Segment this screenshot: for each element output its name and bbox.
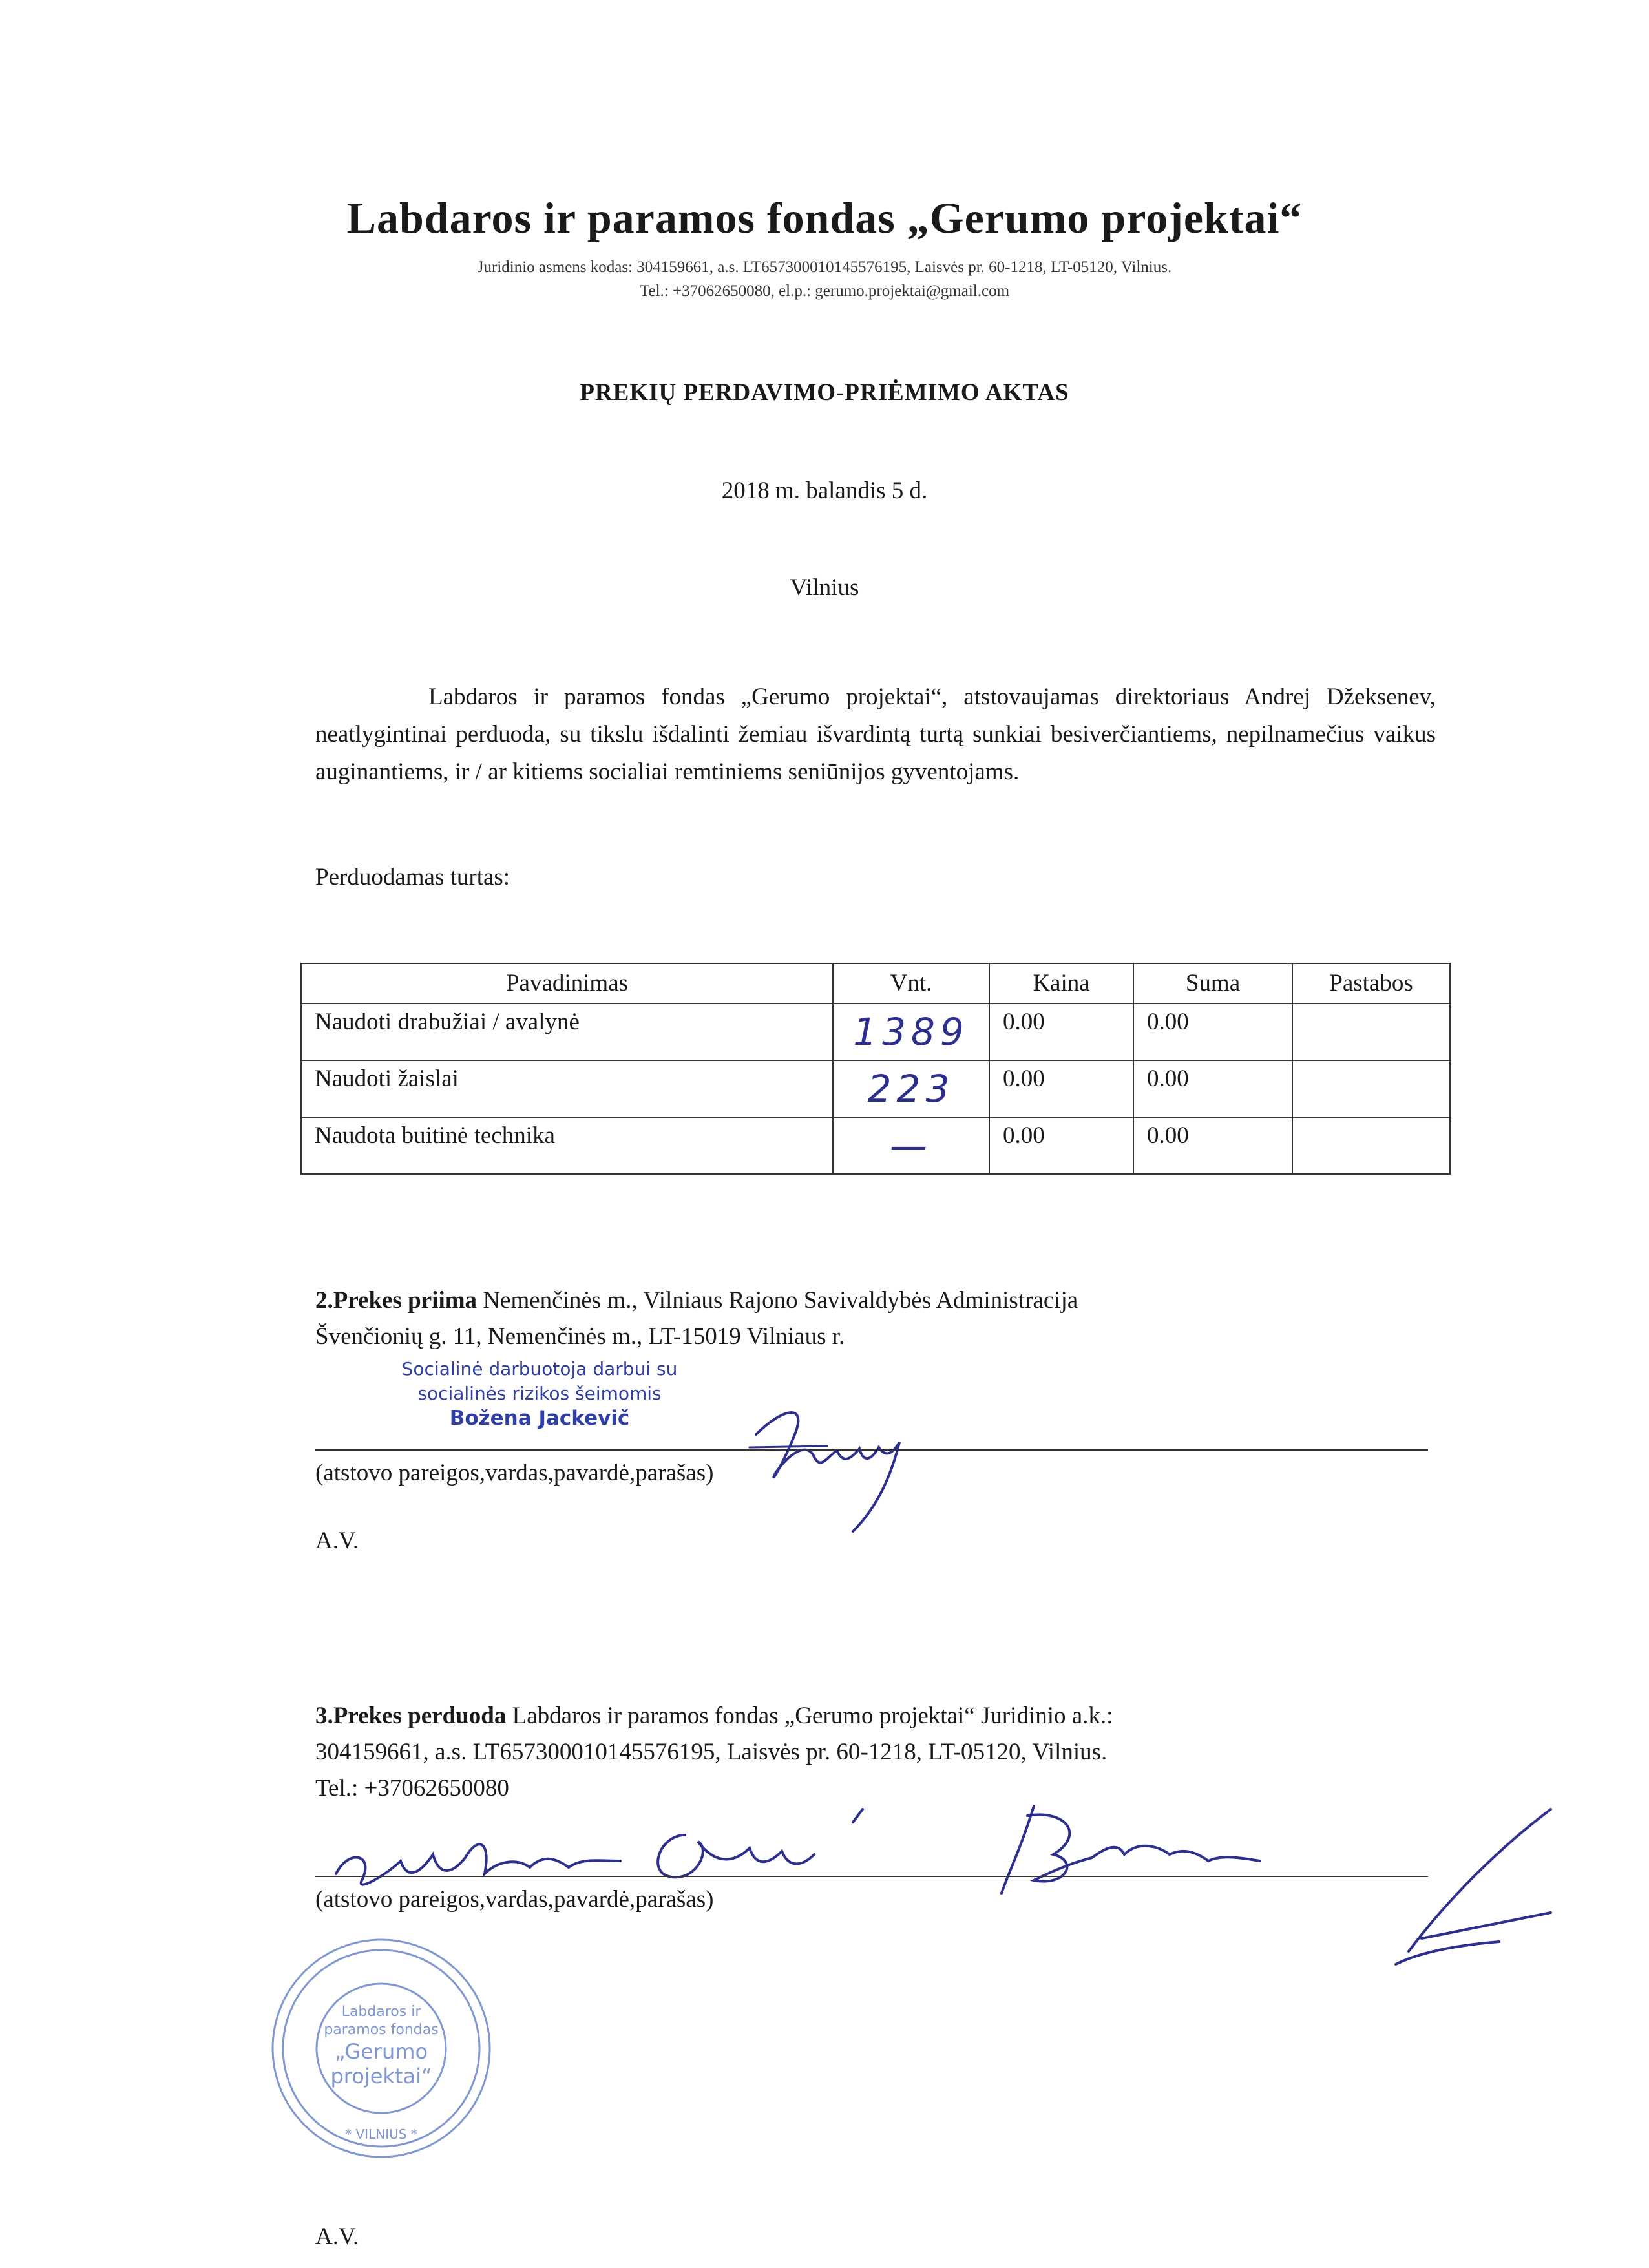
sender-name: Labdaros ir paramos fondas „Gerumo projektai“ Juridinio a.k.: (506, 1703, 1113, 1729)
header-qty: Vnt. (833, 963, 989, 1003)
sender-signature-line (315, 1876, 1428, 1877)
item-notes (1292, 1003, 1450, 1060)
header-name: Pavadinimas (301, 963, 833, 1003)
receiver-line-1 (315, 1283, 1453, 1319)
document-date: 2018 m. balandis 5 d. (721, 478, 928, 504)
organization-registration: Juridinio asmens kodas: 304159661, a.s. LT657300010145576195, Laisvės pr. 60-1218, LT-05120, Vilnius. (477, 258, 1172, 276)
svg-text:paramos fondas: paramos fondas (324, 2022, 439, 2038)
item-name: Naudoti žaislai (301, 1060, 833, 1117)
header-price: Kaina (989, 963, 1133, 1003)
receiver-section (315, 1283, 1453, 1355)
svg-text:* VILNIUS *: * VILNIUS * (345, 2126, 417, 2142)
item-qty-handwritten: 1389 (833, 1003, 989, 1060)
item-price: 0.00 (989, 1003, 1133, 1060)
assets-label: Perduodamas turtas: (315, 864, 510, 890)
table-row (301, 1117, 1450, 1174)
item-sum: 0.00 (1133, 1003, 1292, 1060)
table-row (301, 1060, 1450, 1117)
sender-signature-caption: (atstovo pareigos,vardas,pavardė,parašas) (315, 1886, 714, 1913)
item-price: 0.00 (989, 1117, 1133, 1174)
sender-line-1 (315, 1698, 1453, 1734)
goods-table (300, 963, 1451, 1175)
document-title: PREKIŲ PERDAVIMO-PRIĖMIMO AKTAS (580, 379, 1069, 406)
item-sum: 0.00 (1133, 1117, 1292, 1174)
intro-paragraph (315, 678, 1436, 791)
organization-seal-icon (265, 1932, 498, 2165)
item-qty-handwritten: 223 (833, 1060, 989, 1117)
item-sum: 0.00 (1133, 1060, 1292, 1117)
sender-address: 304159661, a.s. LT657300010145576195, Laisvės pr. 60-1218, LT-05120, Vilnius. (315, 1739, 1108, 1765)
sender-section (315, 1698, 1453, 1807)
item-notes (1292, 1060, 1450, 1117)
receiver-name: Nemenčinės m., Vilniaus Rajono Savivaldybės Administracija (477, 1287, 1078, 1314)
item-notes (1292, 1117, 1450, 1174)
item-qty-handwritten: — (833, 1117, 989, 1174)
receiver-stamp (388, 1357, 691, 1431)
header-sum: Suma (1133, 963, 1292, 1003)
document-place: Vilnius (790, 574, 859, 601)
organization-contact: Tel.: +37062650080, el.p.: gerumo.projektai@gmail.com (639, 282, 1010, 300)
svg-text:Labdaros ir: Labdaros ir (341, 2004, 421, 2020)
organization-name: Labdaros ir paramos fondas „Gerumo projektai“ (346, 193, 1303, 242)
item-name: Naudoti drabužiai / avalynė (301, 1003, 833, 1060)
header-notes: Pastabos (1292, 963, 1450, 1003)
table-header-row (301, 963, 1450, 1003)
svg-text:projektai“: projektai“ (330, 2064, 432, 2088)
stamp-position-2: socialinės rizikos šeimomis (417, 1383, 662, 1404)
receiver-address: Švenčionių g. 11, Nemenčinės m., LT-15019 Vilniaus r. (315, 1323, 845, 1350)
receiver-seal-label: A.V. (315, 1528, 359, 1554)
sender-seal-label: A.V. (315, 2223, 359, 2250)
item-price: 0.00 (989, 1060, 1133, 1117)
item-name: Naudota buitinė technika (301, 1117, 833, 1174)
table-row (301, 1003, 1450, 1060)
sender-phone: Tel.: +37062650080 (315, 1775, 509, 1801)
receiver-heading: 2.Prekes priima (315, 1287, 478, 1314)
stamp-person-name: Božena Jackevič (449, 1407, 630, 1430)
receiver-signature-icon (730, 1396, 937, 1538)
receiver-signature-caption: (atstovo pareigos,vardas,pavardė,parašas) (315, 1460, 714, 1486)
receiver-signature-line (315, 1449, 1428, 1451)
stamp-position-1: Socialinė darbuotoja darbui su (401, 1358, 678, 1380)
sender-heading: 3.Prekes perduoda (315, 1703, 507, 1729)
svg-text:„Gerumo: „Gerumo (334, 2039, 428, 2064)
intro-text: Labdaros ir paramos fondas „Gerumo projektai“, atstovaujamas direktoriaus Andrej Džeksenev, neatlygintinai perduoda, su tikslu išdalinti žemiau išvardintą turtą sunkiai besiverčiantiems, nepilnamečius vaikus auginantiems, ir / ar kitiems socialiai remtiniems seniūnijos gyventojams. (315, 684, 1436, 785)
